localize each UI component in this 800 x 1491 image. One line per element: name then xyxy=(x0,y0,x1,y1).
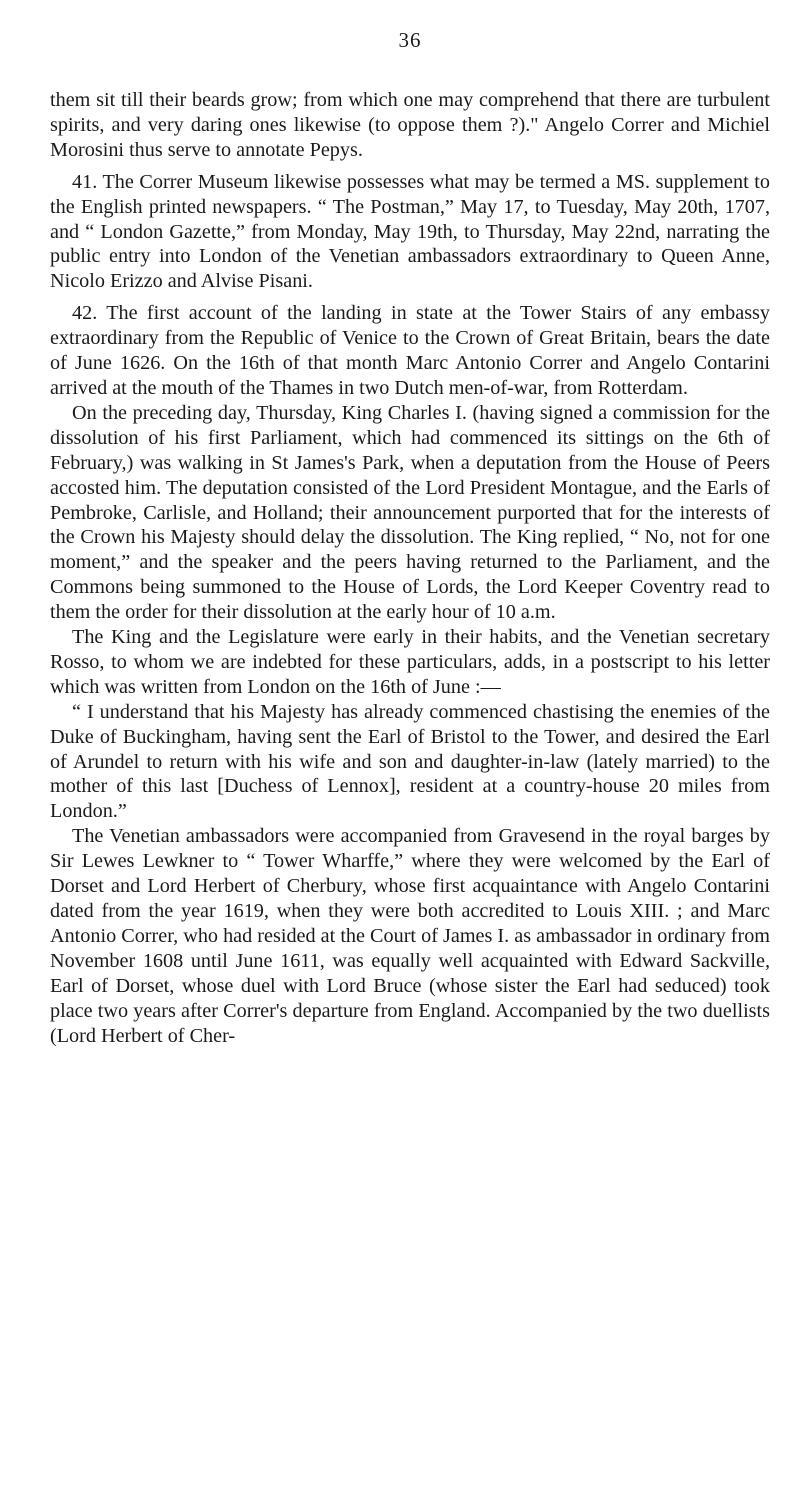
paragraph-41: 41. The Correr Museum likewise possesses what may be termed a MS. supplement to the English printed newspapers. “ The Postman,” May 17, to Tuesday, May 20th, 1707, and “ London Gazette,” from Monday, May 19th, to Thursday, May 22nd, narrating the public entry into London of the Venetian ambassadors extraordinary to Queen Anne, Nicolo Erizzo and Alvise Pisani. xyxy=(50,170,770,293)
paragraph-continuation: them sit till their beards grow; from which one may comprehend that there are turbulent spirits, and very daring ones likewise (to oppose them ?)." Angelo Correr and Michiel Morosini thus serve to annotate Pepys. xyxy=(50,89,770,161)
paragraph-legislature: The King and the Legislature were early in their habits, and the Venetian secretary Rosso, to whom we are indebted for these particulars, adds, in a postscript to his letter which was written from London on the 16th of June :— xyxy=(50,626,770,698)
page-number: 36 xyxy=(398,28,422,52)
book-page xyxy=(50,0,770,1491)
paragraph-42: 42. The first account of the landing in state at the Tower Stairs of any embassy extraordinary from the Republic of Venice to the Crown of Great Britain, bears the date of June 1626. On the 16th of that month Marc Antonio Correr and Angelo Contarini arrived at the mouth of the Thames in two Dutch men-of-war, from Rotterdam. xyxy=(50,302,770,399)
paragraph-quotation: “ I understand that his Majesty has already commenced chastising the enemies of the Duke of Buckingham, having sent the Earl of Bristol to the Tower, and desired the Earl of Arundel to return with his wife and son and daughter-in-law (lately married) to the mother of this last [Duchess of Lennox], resident at a country-house 20 miles from London.” xyxy=(50,700,770,823)
paragraph-king-charles: On the preceding day, Thursday, King Charles I. (having signed a commission for the dissolution of his first Parliament, which had commenced its sittings on the 6th of February,) was walking in St James's Park, when a deputation from the House of Peers accosted him. The deputation consisted of the Lord President Montague, and the Earls of Pembroke, Carlisle, and Holland; their announcement purported that for the interests of the Crown his Majesty should delay the dissolution. The King replied, “ No, not for one moment,” and the speaker and the peers having returned to the Parliament, and the Commons being summoned to the House of Lords, the Lord Keeper Coventry read to them the order for their dissolution at the early hour of 10 a.m. xyxy=(50,401,770,624)
paragraph-ambassadors: The Venetian ambassadors were accompanied from Gravesend in the royal barges by Sir Lewes Lewkner to “ Tower Wharffe,” where they were welcomed by the Earl of Dorset and Lord Herbert of Cherbury, whose first acquaintance with Angelo Contarini dated from the year 1619, when they were both accredited to Louis XIII. ; and Marc Antonio Correr, who had resided at the Court of James I. as ambassador in ordinary from November 1608 until June 1611, was equally well acquainted with Edward Sackville, Earl of Dorset, whose duel with Lord Bruce (whose sister the Earl had seduced) took place two years after Correr's departure from England. Accompanied by the two duellists (Lord Herbert of Cher- xyxy=(50,825,770,1047)
body-text xyxy=(50,88,770,1048)
